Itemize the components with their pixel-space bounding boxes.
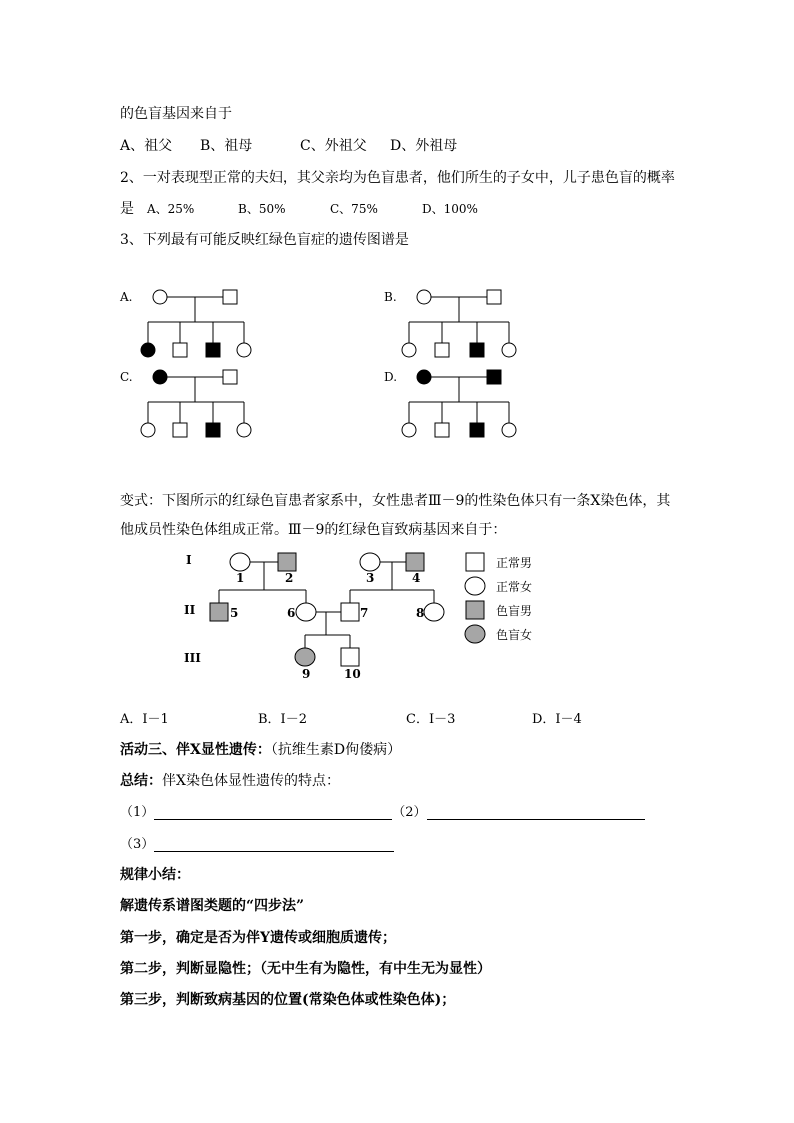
legend-normal-male-icon [466,553,484,571]
rules-title: 规律小结： [120,867,190,883]
affected-male-icon [470,423,484,437]
q1-option-b[interactable]: B、祖母 [200,138,253,154]
rules-step-3: 第三步，判断致病基因的位置(常染色体或性染色体)； [120,992,456,1008]
variant-stem-line2: 他成员性染色体组成正常。Ⅲ－9的红绿色盲致病基因来自于： [120,522,507,538]
female-icon [402,343,416,357]
q2-option-c[interactable]: C、75% [330,202,378,216]
male-icon [223,290,237,304]
activity3-title: 活动三、伴X显性遗传： [120,742,271,758]
pedigree-legend [465,553,532,643]
blank-1-label: （1） [120,805,155,820]
member-7-normal-male-icon [341,603,359,621]
female-icon [402,423,416,437]
female-icon [417,290,431,304]
q1-option-a[interactable]: A、祖父 [120,138,173,154]
pedigree-panel-b[interactable] [384,290,516,357]
affected-male-icon [206,423,220,437]
member-2-colorblind-male-icon [278,553,296,571]
male-icon [435,423,449,437]
member-number-6: 6 [287,606,296,620]
legend-normal-female-icon [465,577,485,595]
variant-option-c[interactable]: C．Ⅰ－3 [406,712,456,727]
member-5-colorblind-male-icon [210,603,228,621]
variant-option-d[interactable]: D．Ⅰ－4 [532,712,582,727]
female-icon [237,423,251,437]
affected-female-icon [153,370,167,384]
q2-stem: 2、一对表现型正常的夫妇，其父亲均为色盲患者，他们所生的子女中，儿子患色盲的概率 [120,170,675,186]
pedigree-panel-d[interactable] [384,370,516,437]
summary-text: 伴X染色体显性遗传的特点： [162,773,340,789]
affected-female-icon [141,343,155,357]
female-icon [502,343,516,357]
variant-option-a[interactable]: A．Ⅰ－1 [120,712,169,727]
affected-male-icon [470,343,484,357]
q1-option-d[interactable]: D、外祖母 [390,138,458,154]
summary-title: 总结： [120,773,162,789]
member-4-colorblind-male-icon [406,553,424,571]
member-number-9: 9 [302,667,311,681]
female-icon [237,343,251,357]
q1-option-c[interactable]: C、外祖父 [300,138,367,154]
affected-female-icon [417,370,431,384]
member-9-colorblind-female-icon [295,648,315,666]
generation-label-2: II [184,603,196,617]
female-icon [502,423,516,437]
female-icon [141,423,155,437]
blank-2-label: （2） [392,805,427,820]
member-8-normal-female-icon [424,603,444,621]
rules-step-1: 第一步，确定是否为伴Y遗传或细胞质遗传； [120,930,396,946]
legend-label-normal-female: 正常女 [496,580,533,594]
variant-option-b[interactable]: B．Ⅰ－2 [258,712,307,727]
panel-a-label: A. [120,290,133,304]
q3-stem: 3、下列最有可能反映红绿色盲症的遗传图谱是 [120,232,409,248]
blank-3-label: （3） [120,837,155,852]
generation-label-1: I [186,553,192,567]
variant-pedigree [184,553,532,681]
blank-2-input[interactable] [427,805,645,820]
pedigree-panel-c[interactable] [120,370,251,437]
blank-3-input[interactable] [154,837,394,852]
male-icon [487,290,501,304]
panel-b-label: B. [384,290,397,304]
activity3-line [120,739,401,759]
member-number-10: 10 [344,667,361,681]
q2-option-b[interactable]: B、50% [238,202,286,216]
female-icon [153,290,167,304]
member-number-4: 4 [412,571,421,585]
q2-lead: 是 [120,201,134,217]
summary-blanks-row2 [120,833,394,852]
member-6-normal-female-icon [296,603,316,621]
member-10-normal-male-icon [341,648,359,666]
member-1-normal-female-icon [230,553,250,571]
member-number-2: 2 [285,571,294,585]
male-icon [223,370,237,384]
member-number-3: 3 [366,571,375,585]
panel-d-label: D. [384,370,398,384]
affected-male-icon [487,370,501,384]
legend-label-colorblind-male: 色盲男 [496,604,533,618]
member-number-5: 5 [230,606,239,620]
legend-colorblind-male-icon [466,601,484,619]
variant-stem-line1: 变式：下图所示的红绿色盲患者家系中，女性患者Ⅲ－9的性染色体只有一条X染色体，其 [120,493,671,509]
member-3-normal-female-icon [360,553,380,571]
q2-option-d[interactable]: D、100% [422,202,478,216]
q2-option-a[interactable]: A、25% [147,202,195,216]
affected-male-icon [206,343,220,357]
male-icon [435,343,449,357]
panel-c-label: C. [120,370,133,384]
male-icon [173,343,187,357]
q1-stem-tail: 的色盲基因来自于 [120,106,232,122]
legend-colorblind-female-icon [465,625,485,643]
legend-label-normal-male: 正常男 [496,556,533,570]
legend-label-colorblind-female: 色盲女 [496,628,533,642]
variant-options [120,708,582,727]
rules-heading: 解遗传系谱图类题的“四步法” [120,898,305,914]
blank-1-input[interactable] [154,805,392,820]
activity3-note: （抗维生素D佝偻病） [270,742,402,758]
member-number-7: 7 [360,606,369,620]
summary-line [120,770,340,790]
member-number-8: 8 [416,606,425,620]
pedigree-panel-a[interactable] [119,290,251,357]
generation-label-3: III [184,651,201,665]
rules-step-2: 第二步，判断显隐性；（无中生有为隐性，有中生无为显性） [120,961,491,977]
member-number-1: 1 [236,571,245,585]
male-icon [173,423,187,437]
summary-blanks-row1 [120,801,645,820]
